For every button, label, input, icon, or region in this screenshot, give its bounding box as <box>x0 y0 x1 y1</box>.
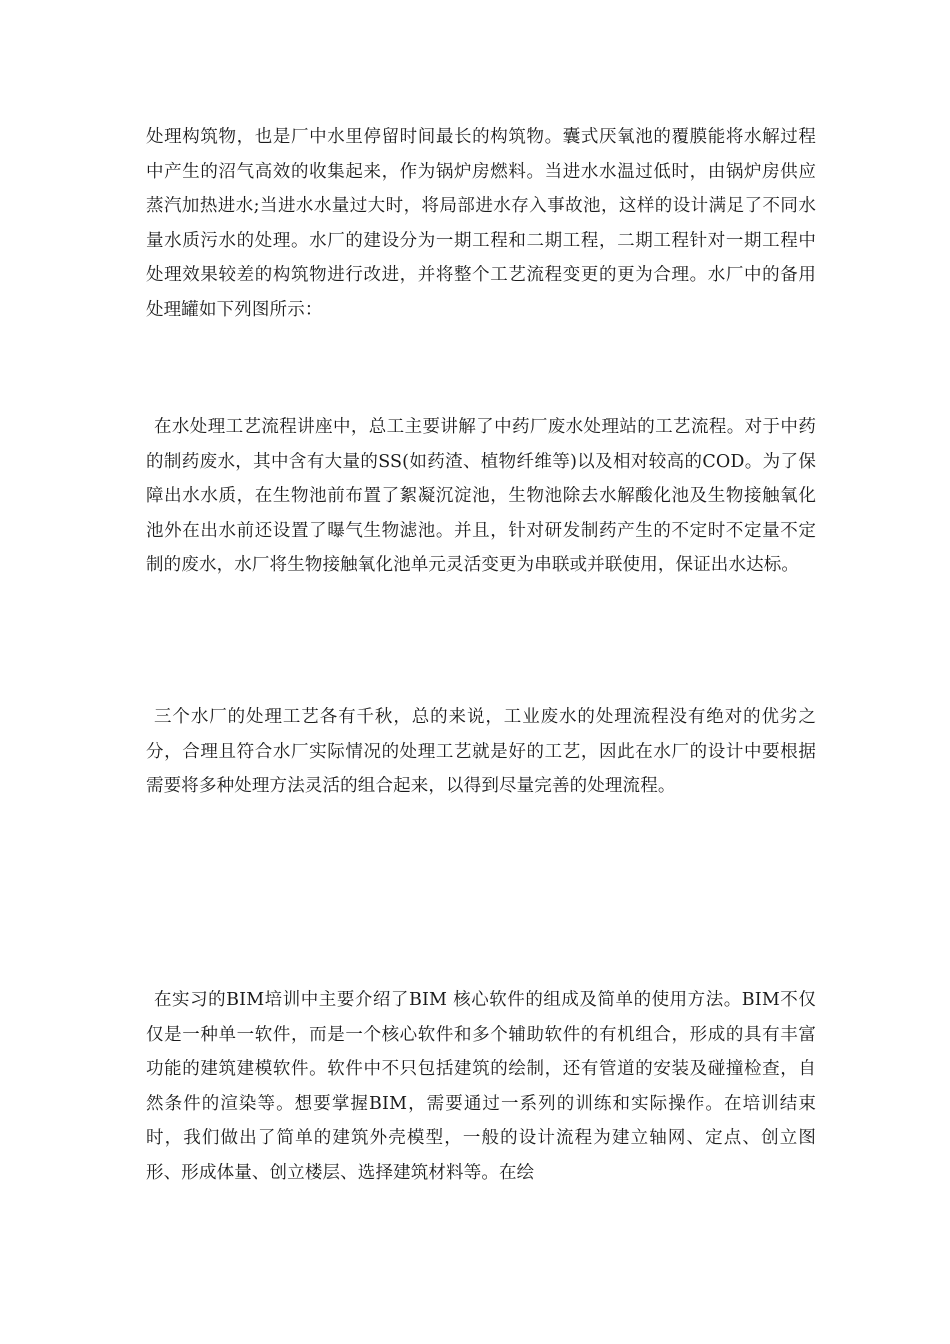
paragraph-process-lecture: 在水处理工艺流程讲座中，总工主要讲解了中药厂废水处理站的工艺流程。对于中药的制药废水，其中含有大量的SS(如药渣、植物纤维等)以及相对较高的COD。为了保障出水水质，在生物池前布置了絮凝沉淀池，生物池除去水解酸化池及生物接触氧化池外在出水前还设置了曝气生物滤池。并且，针对研发制药产生的不定时不定量不定制的废水，水厂将生物接触氧化池单元灵活变更为串联或并联使用，保证出水达标。 <box>146 417 816 576</box>
paragraph-three-plants-summary: 三个水厂的处理工艺各有千秋，总的来说，工业废水的处理流程没有绝对的优劣之分，合理且符合水厂实际情况的处理工艺就是好的工艺，因此在水厂的设计中要根据需要将多种处理方法灵活的组合起来，以得到尽量完善的处理流程。 <box>146 707 816 797</box>
paragraph-treatment-structures: 处理构筑物，也是厂中水里停留时间最长的构筑物。囊式厌氧池的覆膜能将水解过程中产生的沼气高效的收集起来，作为锅炉房燃料。当进水水温过低时，由锅炉房供应蒸汽加热进水;当进水水量过大时，将局部进水存入事故池，这样的设计满足了不同水量水质污水的处理。水厂的建设分为一期工程和二期工程，二期工程针对一期工程中处理效果较差的构筑物进行改进，并将整个工艺流程变更的更为合理。水厂中的备用处理罐如下列图所示： <box>146 127 816 320</box>
paragraph-bim-training: 在实习的BIM培训中主要介绍了BIM 核心软件的组成及简单的使用方法。BIM不仅仅是一种单一软件，而是一个核心软件和多个辅助软件的有机组合，形成的具有丰富功能的建筑建模软件。软件中不只包括建筑的绘制，还有管道的安装及碰撞检查，自然条件的渲染等。想要掌握BIM，需要通过一系列的训练和实际操作。在培训结束时，我们做出了简单的建筑外壳模型，一般的设计流程为建立轴网、定点、创立图形、形成体量、创立楼层、选择建筑材料等。在绘 <box>146 990 816 1183</box>
